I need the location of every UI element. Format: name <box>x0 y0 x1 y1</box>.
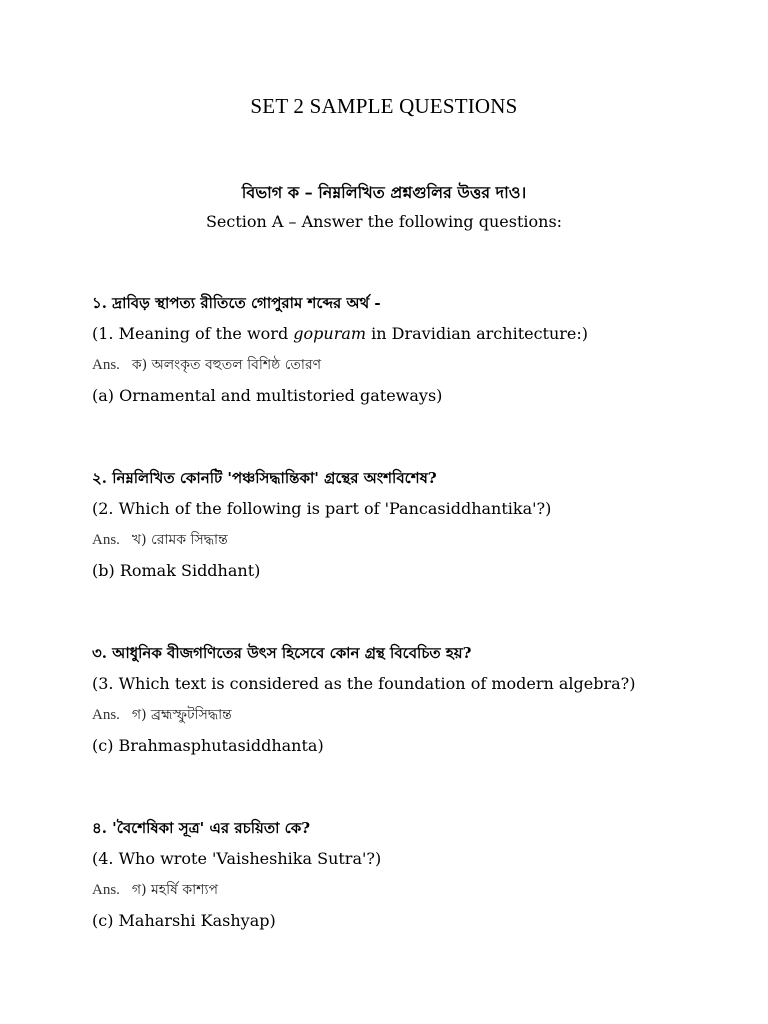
question-english-part: (1. Meaning of the word <box>92 324 294 343</box>
answer-english: (a) Ornamental and multistoried gateways) <box>92 386 443 405</box>
answer-bengali-row <box>92 525 732 555</box>
question-bengali: ৩. আধুনিক বীজগণিতের উৎস হিসেবে কোন গ্রন্থ বিবেচিত হয়? <box>92 644 472 662</box>
question-4 <box>92 813 732 937</box>
answer-label: Ans. <box>92 357 120 373</box>
question-english: (4. Who wrote 'Vaisheshika Sutra'?) <box>92 849 382 868</box>
question-english <box>92 318 732 350</box>
answer-label: Ans. <box>92 532 120 548</box>
question-bengali: ২. নিম্নলিখিত কোনটি 'পঞ্চসিদ্ধান্তিকা' গ্রন্থের অংশবিশেষ? <box>92 469 437 487</box>
question-english: (3. Which text is considered as the foundation of modern algebra?) <box>92 674 636 693</box>
question-english-italic: gopuram <box>293 324 367 343</box>
answer-english: (c) Maharshi Kashyap) <box>92 911 276 930</box>
answer-bengali-row <box>92 350 732 380</box>
answer-label: Ans. <box>92 882 120 898</box>
question-bengali: ১. দ্রাবিড় স্থাপত্য রীতিতে গোপুরাম শব্দের অর্থ - <box>92 294 381 312</box>
answer-bengali: খ) রোমক সিদ্ধান্ত <box>131 532 228 548</box>
answer-english: (b) Romak Siddhant) <box>92 561 261 580</box>
answer-label: Ans. <box>92 707 120 723</box>
page-title: SET 2 SAMPLE QUESTIONS <box>250 94 518 118</box>
answer-bengali: গ) ব্রহ্মস্ফুটসিদ্ধান্ত <box>131 707 232 723</box>
answer-bengali: গ) মহর্ষি কাশ্যপ <box>131 882 219 898</box>
section-heading-bengali: বিভাগ ক – নিম্নলিখিত প্রশ্নগুলির উত্তর দাও। <box>241 183 527 202</box>
answer-bengali-row <box>92 875 732 905</box>
answer-bengali: ক) অলংকৃত বহুতল বিশিষ্ঠ তোরণ <box>131 357 322 373</box>
question-1 <box>92 288 732 412</box>
answer-bengali-row <box>92 700 732 730</box>
answer-english: (c) Brahmasphutasiddhanta) <box>92 736 324 755</box>
question-3 <box>92 638 732 762</box>
question-english-part: in Dravidian architecture:) <box>366 324 589 343</box>
section-heading-english: Section A – Answer the following questions: <box>205 212 563 231</box>
question-2 <box>92 463 732 587</box>
question-english: (2. Which of the following is part of 'Pancasiddhantika'?) <box>92 499 552 518</box>
question-bengali: ৪. 'বৈশেষিকা সূত্র' এর রচয়িতা কে? <box>92 819 311 837</box>
